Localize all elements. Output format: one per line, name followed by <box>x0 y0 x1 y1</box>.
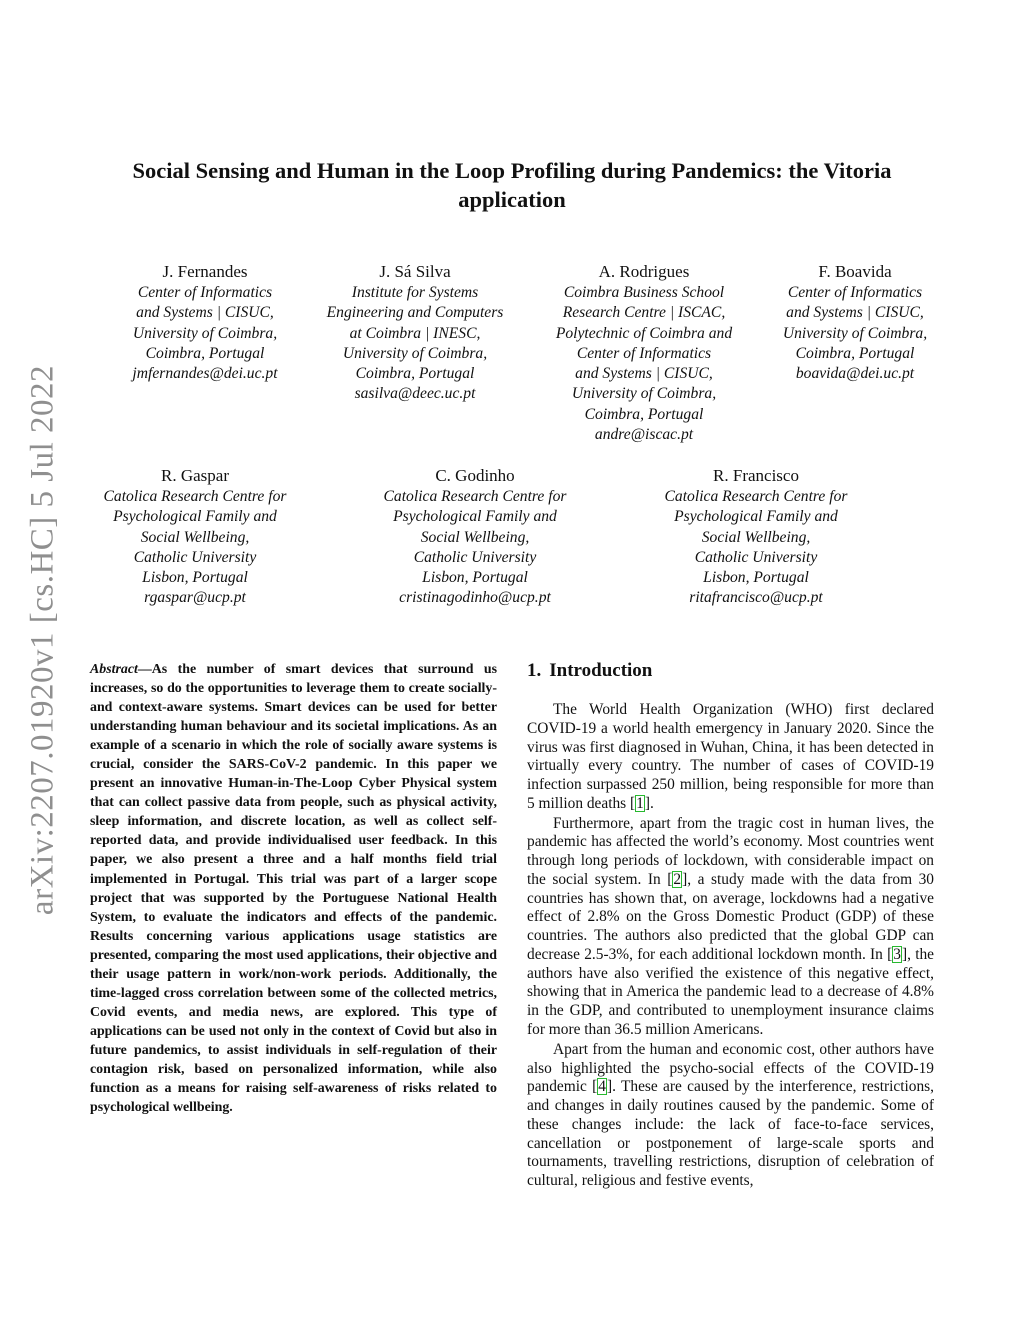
abstract-text: As the number of smart devices that surround us increases, so do the opportunities to leverage them to create socially- and context-aware systems. Smart devices can be used for better understanding human behaviour and its societal implications. As an example of a scenario in which the role of socially aware systems is crucial, consider the SARS-CoV-2 pandemic. In this paper we present an innovative Human-in-The-Loop Cyber Physical system that can collect passive data from people, such as physical activity, sleep information, and discrete location, as well as collect self-reported data, and provide individualised user feedback. In this paper, we also present a three and a half months field trial implemented in Portugal. This trial was part of a larger scope project that was supported by the Portuguese National Health System, to evaluate the indicators and effects of the pandemic. Results concerning various applications usage statistics are presented, comparing the most used applications, their objective and their usage pattern in work/non-work periods. Additionally, the time-lagged cross correlation between some of the collected metrics, Covid events, and media news, are explored. This type of applications can be used not only in the context of Covid but also in future pandemics, to assist individuals in self-regulation of their contagion risk, based on personalized information, while also function as a means for raising self-awareness of risks related to psychological wellbeing. <box>90 662 497 1116</box>
author-block <box>360 465 590 609</box>
author-affiliation: Center of Informatics and Systems | CISUC, University of Coimbra, Coimbra, Portugal <box>782 284 928 362</box>
author-block <box>80 465 310 609</box>
intro-paragraph-2: Furthermore, apart from the tragic cost in human lives, the pandemic has affected the world’s economy. Most countries went through long periods of lockdown, with considerable impact on the social system. In [2], a study made with the data from 30 countries has shown that, on average, lockdowns had a negative effect of 2.8% on the Gross Domestic Product (GDP) of these countries. The authors also predicted that the global GDP can decrease 2.5-3%, for each additional lockdown month. In [3], the authors have also verified the existence of this negative effect, showing that in America the pandemic lead to a decrease of 4.8% in the GDP, and contributed to unemployment insurance claims for more than 36.5 million Americans. <box>527 814 935 1039</box>
intro-paragraph-1: The World Health Organization (WHO) first declared COVID-19 a world health emergency in January 2020. Since the virus was first diagnosed in Wuhan, China, it has been detected in virtually every country. The number of cases of COVID-19 infection surpassed 250 million, being responsible for more than 5 million deaths [1]. <box>527 701 934 812</box>
citation-link[interactable]: 1 <box>636 794 644 812</box>
author-affiliation: Coimbra Business School Research Centre | ISCAC, Polytechnic of Coimbra and Center of Informatics and Systems | CISUC, University of Coimbra, Coimbra, Portugal <box>555 284 733 423</box>
author-email[interactable]: sasilva@deec.uc.pt <box>354 385 476 403</box>
author-email[interactable]: andre@iscac.pt <box>594 426 694 444</box>
author-name: J. Sá Silva <box>379 262 451 281</box>
introduction-column <box>527 660 934 1192</box>
author-block <box>534 261 754 445</box>
intro-paragraph-3: Apart from the human and economic cost, other authors have also highlighted the psycho-social effects of the COVID-19 pandemic [4]. These are caused by the interference, restrictions, and changes in daily routines caused by the pandemic. Some of these changes include: the lack of face-to-face services, cancellation or postponement of large-scale sports and tournaments, travelling restrictions, disruption of celebration of cultural, religious and festive events, <box>527 1040 934 1190</box>
author-affiliation: Center of Informatics and Systems | CISUC, University of Coimbra, Coimbra, Portugal <box>132 284 278 362</box>
author-email[interactable]: cristinagodinho@ucp.pt <box>399 589 551 607</box>
author-block <box>641 465 871 609</box>
arxiv-identifier-text: arXiv:2207.01920v1 [cs.HC] 5 Jul 2022 <box>24 364 61 916</box>
paper-title: Social Sensing and Human in the Loop Profiling during Pandemics: the Vitoria application <box>132 158 892 212</box>
author-name: A. Rodrigues <box>598 262 690 281</box>
abstract-dash: — <box>137 662 152 677</box>
author-email[interactable]: rgaspar@ucp.pt <box>144 589 246 607</box>
author-affiliation: Institute for Systems Engineering and Computers at Coimbra | INESC, University of Coimbra, Coimbra, Portugal <box>326 284 504 383</box>
author-email[interactable]: jmfernandes@dei.uc.pt <box>132 365 278 383</box>
author-affiliation: Catolica Research Centre for Psychological Family and Social Wellbeing, Catholic University Lisbon, Portugal <box>103 488 287 587</box>
section-title-text: Introduction <box>549 660 653 681</box>
citation-link[interactable]: 4 <box>598 1078 606 1096</box>
author-block <box>105 261 305 384</box>
author-name: J. Fernandes <box>162 262 248 281</box>
citation-link[interactable]: 3 <box>893 945 901 963</box>
abstract-label: Abstract <box>90 662 138 677</box>
author-email[interactable]: boavida@dei.uc.pt <box>795 365 915 383</box>
citation-link[interactable]: 2 <box>673 870 682 888</box>
abstract <box>90 660 497 1117</box>
author-block <box>305 261 525 405</box>
author-name: R. Gaspar <box>161 466 229 485</box>
author-name: R. Francisco <box>713 466 799 485</box>
author-affiliation: Catolica Research Centre for Psychological Family and Social Wellbeing, Catholic University Lisbon, Portugal <box>664 488 848 587</box>
author-name: F. Boavida <box>818 262 892 281</box>
section-heading <box>527 660 934 682</box>
author-name: C. Godinho <box>435 466 515 485</box>
author-email[interactable]: ritafrancisco@ucp.pt <box>689 589 823 607</box>
section-number: 1. <box>527 660 542 681</box>
abstract-column <box>90 660 497 1117</box>
author-block <box>755 261 955 384</box>
author-affiliation: Catolica Research Centre for Psychological Family and Social Wellbeing, Catholic University Lisbon, Portugal <box>383 488 567 587</box>
